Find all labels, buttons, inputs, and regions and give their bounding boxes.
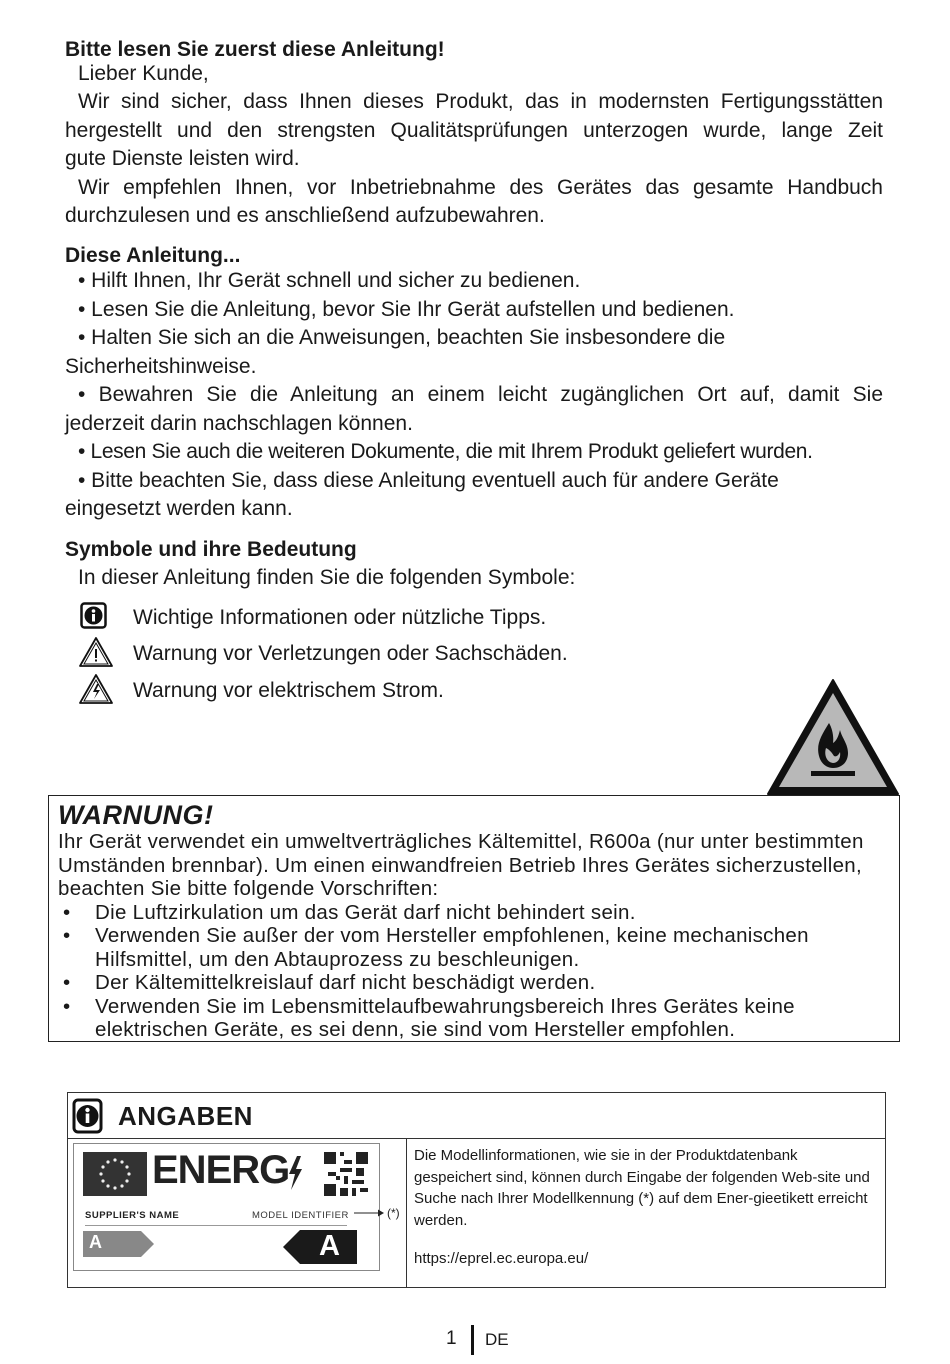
eu-flag-icon <box>83 1152 147 1196</box>
intro-heading: Bitte lesen Sie zuerst diese Anleitung! <box>65 38 445 61</box>
warning-list-item <box>58 924 888 971</box>
intro-paragraph-1 <box>65 88 883 231</box>
language-code: DE <box>485 1330 509 1349</box>
manual-list <box>65 267 883 524</box>
bullet: • <box>63 994 71 1018</box>
qr-code-icon <box>324 1152 368 1196</box>
bullet: • <box>63 971 71 994</box>
intro-p1-line3: gute Dienste leisten wird. <box>65 147 300 170</box>
list-item-continuation: Sicherheitshinweise. <box>65 354 257 378</box>
angaben-info-text: Die Modellinformationen, wie sie in der Produktdatenbank gespeichert sind, können durch Eingabe der folgenden Web-site und Suche nach Ihrer Modellkennung (*) auf dem Ener-gieetikett erreicht werden. <box>414 1147 870 1229</box>
list-item: • Halten Sie sich an die Anweisungen, beachten Sie insbesondere die <box>78 326 726 349</box>
symbols-intro: In dieser Anleitung finden Sie die folgenden Symbole: <box>78 566 576 589</box>
symbols-heading: Symbole und ihre Bedeutung <box>65 538 357 561</box>
warning-list-item-text: Der Kältemittelkreislauf darf nicht beschädigt werden. <box>95 971 596 994</box>
warning-list-item <box>58 995 888 1042</box>
manual-heading: Diese Anleitung... <box>65 244 241 267</box>
bullet: • <box>63 924 71 947</box>
symbol-text-electric: Warnung vor elektrischem Strom. <box>133 679 444 702</box>
warning-text: Ihr Gerät verwendet ein umweltverträgliches Kältemittel, R600a (nur unter bestimmten Umständen brennbar). Um einen einwandfreien Betrieb Ihres Gerätes sicherzustellen, beachten Sie bitte folgende Vorschriften: <box>58 830 864 900</box>
warning-triangle-icon <box>78 636 114 668</box>
symbol-text-warning: Warnung vor Verletzungen oder Sachschäden. <box>133 642 568 665</box>
list-item: • Hilft Ihnen, Ihr Gerät schnell und sicher zu bedienen. <box>78 269 581 292</box>
energy-class-right: A <box>319 1230 340 1262</box>
supplier-name: SUPPLIER'S NAME <box>85 1210 180 1221</box>
page-footer <box>0 1325 950 1355</box>
symbol-text-info: Wichtige Informationen oder nützliche Tipps. <box>133 606 547 629</box>
warning-title: WARNUNG! <box>58 800 214 830</box>
angaben-box <box>67 1092 886 1288</box>
intro-p1-line1: Wir sind sicher, dass Ihnen dieses Produkt, das in modernsten Fertigungsstätten <box>78 90 883 113</box>
list-item: • Lesen Sie auch die weiteren Dokumente, die mit Ihrem Produkt geliefert wurden. <box>78 440 813 463</box>
warning-list-item-text: Verwenden Sie im Lebensmittelaufbewahrungsbereich Ihres Gerätes keine elektrischen Geräte, es sei denn, sie sind vom Hersteller empfohlen. <box>95 994 795 1041</box>
energy-label-divider <box>85 1225 347 1226</box>
footer-divider <box>471 1325 474 1355</box>
intro-p1-line2: hergestellt und den strengsten Qualitätsprüfungen unterzogen wurde, lange Zeit <box>65 118 883 142</box>
warning-box <box>48 795 900 1042</box>
energy-class-left: A <box>89 1232 102 1252</box>
model-marker: (*) <box>387 1206 400 1220</box>
flammable-warning-icon <box>766 678 900 796</box>
warning-list-item <box>58 901 888 925</box>
list-item: • Lesen Sie die Anleitung, bevor Sie Ihr Gerät aufstellen und bedienen. <box>78 297 735 321</box>
divider <box>406 1138 407 1287</box>
greeting: Lieber Kunde, <box>78 62 209 85</box>
warning-list-item <box>58 971 888 995</box>
page-number: 1 <box>446 1328 457 1349</box>
info-icon <box>72 1098 104 1134</box>
lightning-icon <box>287 1156 303 1190</box>
eprel-link[interactable]: https://eprel.ec.europa.eu/ <box>414 1250 589 1267</box>
angaben-title: ANGABEN <box>118 1101 253 1131</box>
energy-label <box>73 1143 380 1271</box>
electric-warning-icon <box>78 673 114 705</box>
energy-logo-text: ENERG <box>152 1148 290 1192</box>
model-identifier: MODEL IDENTIFIER <box>252 1210 349 1221</box>
list-item: • Bewahren Sie die Anleitung an einem leicht zugänglichen Ort auf, damit Sie <box>78 383 883 406</box>
list-item-continuation: eingesetzt werden kann. <box>65 497 293 520</box>
intro-p2-line1: Wir empfehlen Ihnen, vor Inbetriebnahme des Gerätes das gesamte Handbuch <box>78 175 883 199</box>
list-item: • Bitte beachten Sie, dass diese Anleitung eventuell auch für andere Geräte <box>78 468 779 492</box>
list-item-continuation: jederzeit darin nachschlagen können. <box>65 411 413 435</box>
warning-body <box>58 830 888 1042</box>
warning-list <box>58 901 888 1042</box>
intro-p2-line2: durchzulesen und es anschließend aufzubewahren. <box>65 204 545 227</box>
warning-list-item-text: Die Luftzirkulation um das Gerät darf nicht behindert sein. <box>95 900 636 924</box>
bullet: • <box>63 900 71 924</box>
warning-list-item-text: Verwenden Sie außer der vom Hersteller empfohlenen, keine mechanischen Hilfsmittel, um den Abtauprozess zu beschleunigen. <box>95 924 809 971</box>
info-icon <box>80 602 108 630</box>
divider <box>68 1138 885 1139</box>
arrow-icon <box>354 1208 384 1218</box>
